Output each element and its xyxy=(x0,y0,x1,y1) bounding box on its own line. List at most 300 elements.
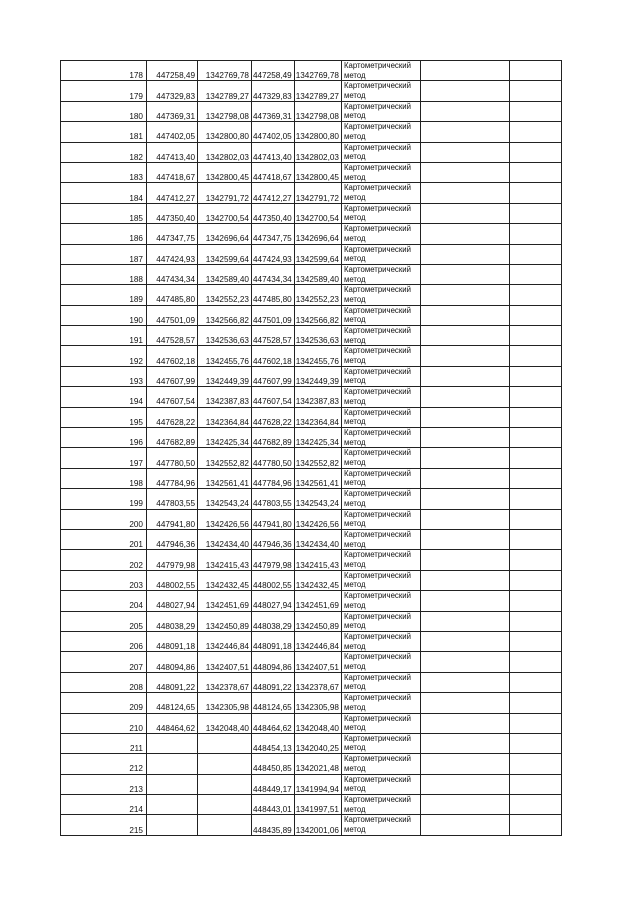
table-row xyxy=(61,183,562,203)
empty-cell-b xyxy=(509,183,561,203)
y-old-cell: 1342378,67 xyxy=(198,672,252,692)
method-line-2: метод xyxy=(343,682,366,692)
x-new-cell: 447784,96 xyxy=(252,468,295,488)
empty-cell-b xyxy=(509,611,561,631)
point-number-cell: 207 xyxy=(61,652,147,672)
y-old-cell xyxy=(198,733,252,753)
y-new-cell: 1342415,43 xyxy=(294,550,341,570)
table-row xyxy=(61,264,562,284)
x-new-cell: 448094,86 xyxy=(252,652,295,672)
y-old-cell: 1342700,54 xyxy=(198,203,252,223)
method-line-1: Картометрический xyxy=(343,101,411,111)
point-number-cell: 215 xyxy=(61,815,147,835)
y-new-cell: 1342450,89 xyxy=(294,611,341,631)
method-line-2: метод xyxy=(343,172,366,182)
method-line-2: метод xyxy=(343,539,366,549)
empty-cell-b xyxy=(509,652,561,672)
empty-cell-a xyxy=(420,101,509,121)
method-line-2: метод xyxy=(343,600,366,610)
x-new-cell: 447628,22 xyxy=(252,407,295,427)
y-old-cell: 1342446,84 xyxy=(198,631,252,651)
y-old-cell: 1342048,40 xyxy=(198,713,252,733)
method-line-2: метод xyxy=(343,131,366,141)
empty-cell-b xyxy=(509,509,561,529)
empty-cell-a xyxy=(420,162,509,182)
y-old-cell: 1342449,39 xyxy=(198,366,252,386)
point-number-cell: 208 xyxy=(61,672,147,692)
table-row xyxy=(61,468,562,488)
empty-cell-a xyxy=(420,754,509,774)
method-line-1: Картометрический xyxy=(343,754,411,764)
x-new-cell: 447501,09 xyxy=(252,305,295,325)
method-cell xyxy=(341,693,420,713)
empty-cell-b xyxy=(509,693,561,713)
x-old-cell: 448124,65 xyxy=(147,693,198,713)
method-line-2: метод xyxy=(343,702,366,712)
y-old-cell xyxy=(198,774,252,794)
method-line-1: Картометрический xyxy=(343,183,411,193)
method-cell xyxy=(341,795,420,815)
x-old-cell: 447979,98 xyxy=(147,550,198,570)
y-old-cell: 1342364,84 xyxy=(198,407,252,427)
point-number-cell: 198 xyxy=(61,468,147,488)
method-cell xyxy=(341,366,420,386)
method-line-1: Картометрический xyxy=(343,387,411,397)
method-line-1: Картометрический xyxy=(343,407,411,417)
coordinates-table xyxy=(60,60,562,836)
y-old-cell: 1342791,72 xyxy=(198,183,252,203)
empty-cell-b xyxy=(509,244,561,264)
point-number-cell: 210 xyxy=(61,713,147,733)
method-cell xyxy=(341,611,420,631)
point-number-cell: 193 xyxy=(61,366,147,386)
empty-cell-b xyxy=(509,795,561,815)
method-line-2: метод xyxy=(343,661,366,671)
method-line-1: Картометрический xyxy=(343,611,411,621)
empty-cell-a xyxy=(420,366,509,386)
table-row xyxy=(61,795,562,815)
empty-cell-b xyxy=(509,162,561,182)
method-line-1: Картометрический xyxy=(343,346,411,356)
empty-cell-b xyxy=(509,428,561,448)
table-row xyxy=(61,489,562,509)
method-cell xyxy=(341,162,420,182)
x-new-cell: 447347,75 xyxy=(252,224,295,244)
x-old-cell: 447941,80 xyxy=(147,509,198,529)
x-old-cell xyxy=(147,815,198,835)
method-cell xyxy=(341,468,420,488)
method-line-2: метод xyxy=(343,641,366,651)
method-line-2: метод xyxy=(343,621,366,631)
table-row xyxy=(61,652,562,672)
y-new-cell: 1342543,24 xyxy=(294,489,341,509)
method-line-1: Картометрический xyxy=(343,244,411,254)
y-new-cell: 1342791,72 xyxy=(294,183,341,203)
point-number-cell: 213 xyxy=(61,774,147,794)
point-number-cell: 184 xyxy=(61,183,147,203)
method-line-2: метод xyxy=(343,743,366,753)
method-cell xyxy=(341,244,420,264)
x-old-cell: 447434,34 xyxy=(147,264,198,284)
y-old-cell: 1342387,83 xyxy=(198,387,252,407)
method-cell xyxy=(341,448,420,468)
point-number-cell: 190 xyxy=(61,305,147,325)
y-old-cell xyxy=(198,795,252,815)
x-old-cell: 448464,62 xyxy=(147,713,198,733)
table-row xyxy=(61,366,562,386)
empty-cell-a xyxy=(420,203,509,223)
y-old-cell: 1342451,69 xyxy=(198,591,252,611)
y-old-cell: 1342552,82 xyxy=(198,448,252,468)
table-row xyxy=(61,142,562,162)
x-old-cell: 448091,18 xyxy=(147,631,198,651)
method-cell xyxy=(341,326,420,346)
point-number-cell: 201 xyxy=(61,529,147,549)
empty-cell-b xyxy=(509,407,561,427)
y-old-cell: 1342566,82 xyxy=(198,305,252,325)
empty-cell-b xyxy=(509,101,561,121)
y-new-cell: 1342432,45 xyxy=(294,570,341,590)
empty-cell-a xyxy=(420,815,509,835)
empty-cell-a xyxy=(420,774,509,794)
x-old-cell: 447369,31 xyxy=(147,101,198,121)
x-old-cell xyxy=(147,754,198,774)
point-number-cell: 211 xyxy=(61,733,147,753)
x-old-cell: 447424,93 xyxy=(147,244,198,264)
method-line-2: метод xyxy=(343,784,366,794)
empty-cell-b xyxy=(509,122,561,142)
table-row xyxy=(61,550,562,570)
empty-cell-b xyxy=(509,489,561,509)
x-old-cell: 448094,86 xyxy=(147,652,198,672)
method-line-1: Картометрический xyxy=(343,713,411,723)
method-cell xyxy=(341,631,420,651)
method-line-1: Картометрический xyxy=(343,489,411,499)
empty-cell-a xyxy=(420,346,509,366)
empty-cell-a xyxy=(420,611,509,631)
method-line-1: Картометрический xyxy=(343,693,411,703)
method-line-2: метод xyxy=(343,825,366,835)
y-new-cell: 1342696,64 xyxy=(294,224,341,244)
empty-cell-b xyxy=(509,815,561,835)
y-new-cell: 1342048,40 xyxy=(294,713,341,733)
empty-cell-a xyxy=(420,407,509,427)
empty-cell-b xyxy=(509,774,561,794)
x-old-cell xyxy=(147,774,198,794)
method-line-2: метод xyxy=(343,233,366,243)
point-number-cell: 206 xyxy=(61,631,147,651)
x-new-cell: 447413,40 xyxy=(252,142,295,162)
y-new-cell: 1342451,69 xyxy=(294,591,341,611)
y-old-cell: 1342407,51 xyxy=(198,652,252,672)
empty-cell-a xyxy=(420,142,509,162)
point-number-cell: 182 xyxy=(61,142,147,162)
y-old-cell: 1342561,41 xyxy=(198,468,252,488)
empty-cell-b xyxy=(509,672,561,692)
method-cell xyxy=(341,183,420,203)
x-new-cell: 448038,29 xyxy=(252,611,295,631)
table-row xyxy=(61,285,562,305)
method-line-1: Картометрический xyxy=(343,468,411,478)
method-line-2: метод xyxy=(343,254,366,264)
x-new-cell: 448443,01 xyxy=(252,795,295,815)
y-old-cell: 1342800,45 xyxy=(198,162,252,182)
method-line-2: метод xyxy=(343,111,366,121)
table-row xyxy=(61,570,562,590)
y-new-cell: 1342789,27 xyxy=(294,81,341,101)
y-new-cell: 1341994,94 xyxy=(294,774,341,794)
x-old-cell: 447682,89 xyxy=(147,428,198,448)
point-number-cell: 185 xyxy=(61,203,147,223)
method-line-1: Картометрический xyxy=(343,305,411,315)
method-line-2: метод xyxy=(343,498,366,508)
x-old-cell: 447607,99 xyxy=(147,366,198,386)
point-number-cell: 187 xyxy=(61,244,147,264)
point-number-cell: 181 xyxy=(61,122,147,142)
table-row xyxy=(61,509,562,529)
method-line-1: Картометрический xyxy=(343,591,411,601)
empty-cell-a xyxy=(420,122,509,142)
x-new-cell: 447682,89 xyxy=(252,428,295,448)
x-new-cell: 448027,94 xyxy=(252,591,295,611)
method-line-1: Картометрический xyxy=(343,366,411,376)
table-row xyxy=(61,326,562,346)
point-number-cell: 186 xyxy=(61,224,147,244)
y-old-cell: 1342434,40 xyxy=(198,529,252,549)
method-line-2: метод xyxy=(343,559,366,569)
method-line-2: метод xyxy=(343,478,366,488)
y-new-cell: 1342561,41 xyxy=(294,468,341,488)
empty-cell-b xyxy=(509,326,561,346)
y-new-cell: 1342552,23 xyxy=(294,285,341,305)
x-old-cell: 447602,18 xyxy=(147,346,198,366)
y-new-cell: 1342802,03 xyxy=(294,142,341,162)
empty-cell-a xyxy=(420,326,509,346)
x-new-cell: 448454,13 xyxy=(252,733,295,753)
empty-cell-a xyxy=(420,591,509,611)
x-old-cell: 447485,80 xyxy=(147,285,198,305)
x-new-cell: 448449,17 xyxy=(252,774,295,794)
empty-cell-a xyxy=(420,285,509,305)
y-old-cell: 1342432,45 xyxy=(198,570,252,590)
table-row xyxy=(61,346,562,366)
method-line-1: Картометрический xyxy=(343,224,411,234)
empty-cell-a xyxy=(420,468,509,488)
y-old-cell: 1342798,08 xyxy=(198,101,252,121)
point-number-cell: 209 xyxy=(61,693,147,713)
empty-cell-b xyxy=(509,305,561,325)
method-line-1: Картометрический xyxy=(343,631,411,641)
method-cell xyxy=(341,264,420,284)
x-old-cell: 447329,83 xyxy=(147,81,198,101)
table-row xyxy=(61,672,562,692)
empty-cell-b xyxy=(509,733,561,753)
x-old-cell: 448038,29 xyxy=(147,611,198,631)
x-old-cell: 448027,94 xyxy=(147,591,198,611)
method-line-2: метод xyxy=(343,90,366,100)
empty-cell-a xyxy=(420,244,509,264)
method-cell xyxy=(341,346,420,366)
y-old-cell: 1342769,78 xyxy=(198,61,252,81)
method-line-2: метод xyxy=(343,396,366,406)
point-number-cell: 214 xyxy=(61,795,147,815)
y-new-cell: 1342800,80 xyxy=(294,122,341,142)
method-cell xyxy=(341,652,420,672)
method-cell xyxy=(341,509,420,529)
y-old-cell: 1342800,80 xyxy=(198,122,252,142)
point-number-cell: 188 xyxy=(61,264,147,284)
y-new-cell: 1342434,40 xyxy=(294,529,341,549)
x-new-cell: 448450,85 xyxy=(252,754,295,774)
empty-cell-b xyxy=(509,591,561,611)
point-number-cell: 191 xyxy=(61,326,147,346)
table-row xyxy=(61,591,562,611)
point-number-cell: 179 xyxy=(61,81,147,101)
point-number-cell: 212 xyxy=(61,754,147,774)
x-new-cell: 447258,49 xyxy=(252,61,295,81)
method-line-1: Картометрический xyxy=(343,122,411,132)
y-old-cell: 1342455,76 xyxy=(198,346,252,366)
y-new-cell: 1342001,06 xyxy=(294,815,341,835)
x-new-cell: 447941,80 xyxy=(252,509,295,529)
x-old-cell: 447784,96 xyxy=(147,468,198,488)
method-cell xyxy=(341,733,420,753)
y-new-cell: 1342364,84 xyxy=(294,407,341,427)
x-old-cell: 447501,09 xyxy=(147,305,198,325)
table-row xyxy=(61,162,562,182)
x-new-cell: 448091,22 xyxy=(252,672,295,692)
table-row xyxy=(61,774,562,794)
table-row xyxy=(61,631,562,651)
x-new-cell: 447979,98 xyxy=(252,550,295,570)
empty-cell-a xyxy=(420,305,509,325)
empty-cell-b xyxy=(509,61,561,81)
method-line-1: Картометрический xyxy=(343,326,411,336)
x-new-cell: 447418,67 xyxy=(252,162,295,182)
empty-cell-a xyxy=(420,795,509,815)
method-line-2: метод xyxy=(343,192,366,202)
table-row xyxy=(61,203,562,223)
empty-cell-b xyxy=(509,529,561,549)
method-line-2: метод xyxy=(343,417,366,427)
method-line-2: метод xyxy=(343,274,366,284)
y-old-cell: 1342450,89 xyxy=(198,611,252,631)
table-row xyxy=(61,733,562,753)
y-old-cell: 1342543,24 xyxy=(198,489,252,509)
x-new-cell: 447369,31 xyxy=(252,101,295,121)
x-new-cell: 448091,18 xyxy=(252,631,295,651)
method-line-2: метод xyxy=(343,315,366,325)
empty-cell-a xyxy=(420,713,509,733)
method-cell xyxy=(341,672,420,692)
method-line-1: Картометрический xyxy=(343,162,411,172)
y-new-cell: 1342536,63 xyxy=(294,326,341,346)
method-line-2: метод xyxy=(343,723,366,733)
empty-cell-a xyxy=(420,387,509,407)
y-old-cell: 1342425,34 xyxy=(198,428,252,448)
table-row xyxy=(61,305,562,325)
point-number-cell: 192 xyxy=(61,346,147,366)
method-cell xyxy=(341,591,420,611)
y-old-cell xyxy=(198,754,252,774)
x-old-cell: 447350,40 xyxy=(147,203,198,223)
x-new-cell: 448124,65 xyxy=(252,693,295,713)
y-old-cell: 1342589,40 xyxy=(198,264,252,284)
table-row xyxy=(61,754,562,774)
table-row xyxy=(61,244,562,264)
empty-cell-a xyxy=(420,489,509,509)
x-new-cell: 447780,50 xyxy=(252,448,295,468)
y-old-cell: 1342552,23 xyxy=(198,285,252,305)
method-cell xyxy=(341,570,420,590)
x-new-cell: 447402,05 xyxy=(252,122,295,142)
x-old-cell xyxy=(147,795,198,815)
y-new-cell: 1342425,34 xyxy=(294,428,341,448)
point-number-cell: 205 xyxy=(61,611,147,631)
point-number-cell: 189 xyxy=(61,285,147,305)
x-new-cell: 447607,54 xyxy=(252,387,295,407)
method-line-2: метод xyxy=(343,335,366,345)
table-row xyxy=(61,407,562,427)
point-number-cell: 194 xyxy=(61,387,147,407)
empty-cell-a xyxy=(420,550,509,570)
table-row xyxy=(61,611,562,631)
empty-cell-b xyxy=(509,346,561,366)
point-number-cell: 203 xyxy=(61,570,147,590)
method-cell xyxy=(341,305,420,325)
x-new-cell: 447329,83 xyxy=(252,81,295,101)
y-old-cell: 1342802,03 xyxy=(198,142,252,162)
table-row xyxy=(61,815,562,835)
method-line-1: Картометрический xyxy=(343,570,411,580)
x-new-cell: 447350,40 xyxy=(252,203,295,223)
x-new-cell: 447434,34 xyxy=(252,264,295,284)
method-line-2: метод xyxy=(343,213,366,223)
x-old-cell: 447258,49 xyxy=(147,61,198,81)
method-line-1: Картометрический xyxy=(343,61,411,70)
method-cell xyxy=(341,713,420,733)
empty-cell-a xyxy=(420,448,509,468)
method-line-1: Картометрический xyxy=(343,529,411,539)
point-number-cell: 200 xyxy=(61,509,147,529)
y-new-cell: 1342021,48 xyxy=(294,754,341,774)
method-cell xyxy=(341,61,420,81)
method-line-1: Картометрический xyxy=(343,795,411,805)
empty-cell-a xyxy=(420,509,509,529)
method-line-2: метод xyxy=(343,804,366,814)
empty-cell-a xyxy=(420,224,509,244)
x-new-cell: 447528,57 xyxy=(252,326,295,346)
x-old-cell: 447402,05 xyxy=(147,122,198,142)
x-old-cell: 447946,36 xyxy=(147,529,198,549)
x-new-cell: 447803,55 xyxy=(252,489,295,509)
y-new-cell: 1342589,40 xyxy=(294,264,341,284)
table-row xyxy=(61,61,562,81)
empty-cell-b xyxy=(509,264,561,284)
table-row xyxy=(61,122,562,142)
method-cell xyxy=(341,407,420,427)
x-old-cell: 447528,57 xyxy=(147,326,198,346)
empty-cell-a xyxy=(420,183,509,203)
table-row xyxy=(61,81,562,101)
method-cell xyxy=(341,122,420,142)
table-row xyxy=(61,224,562,244)
point-number-cell: 183 xyxy=(61,162,147,182)
y-new-cell: 1341997,51 xyxy=(294,795,341,815)
empty-cell-a xyxy=(420,570,509,590)
method-line-1: Картометрический xyxy=(343,81,411,91)
x-new-cell: 448435,89 xyxy=(252,815,295,835)
